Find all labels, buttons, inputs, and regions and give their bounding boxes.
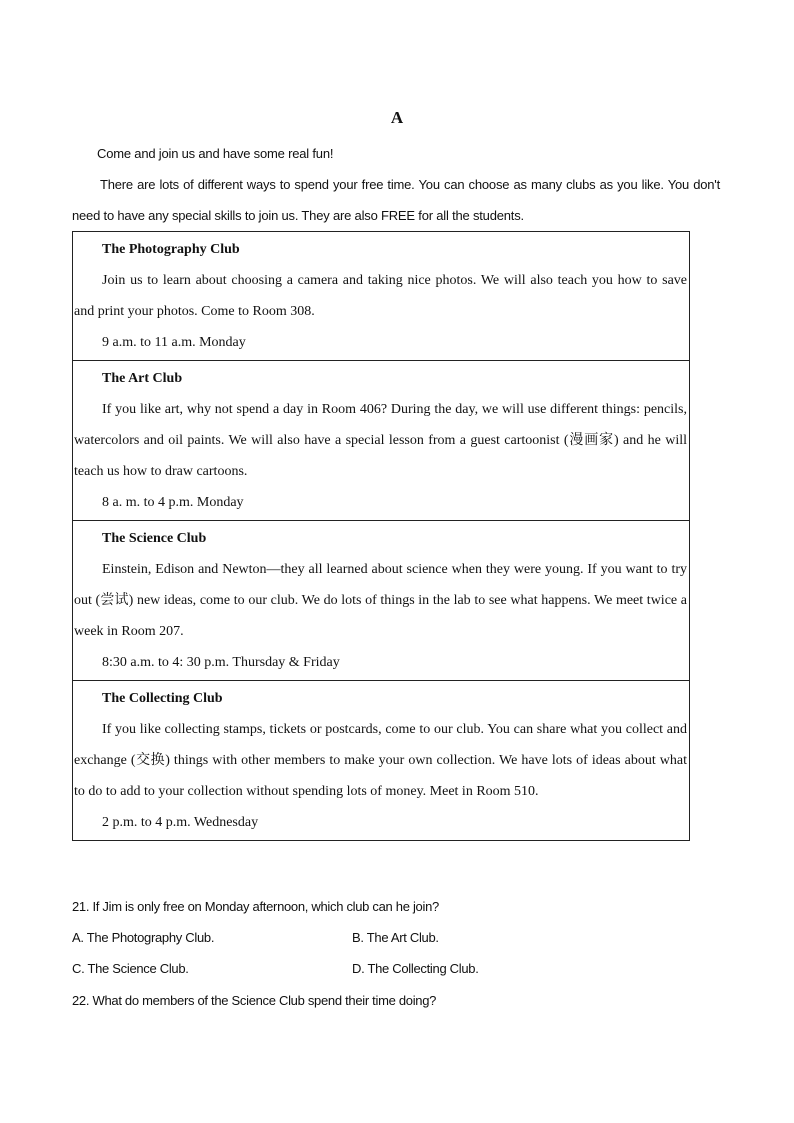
option-a: A. The Photography Club. bbox=[72, 930, 215, 945]
club-row-collecting bbox=[73, 681, 690, 841]
club-description: If you like collecting stamps, tickets or postcards, come to our club. You can share what you collect and exchange (交换) things with other members to make your own collection. We have lots of ideas about what to do to add to your collection without spending lots of money. Meet in Room 510. bbox=[74, 722, 687, 799]
club-name: The Collecting Club bbox=[102, 691, 223, 706]
clubs-table bbox=[72, 231, 690, 841]
club-row-art bbox=[73, 361, 690, 521]
club-row-photography bbox=[73, 232, 690, 361]
club-time: 8 a. m. to 4 p.m. Monday bbox=[102, 495, 244, 510]
club-time: 9 a.m. to 11 a.m. Monday bbox=[102, 335, 246, 350]
question-22: 22. What do members of the Science Club spend their time doing? bbox=[72, 993, 437, 1008]
club-time: 8:30 a.m. to 4: 30 p.m. Thursday & Friday bbox=[102, 655, 340, 670]
club-time: 2 p.m. to 4 p.m. Wednesday bbox=[102, 815, 259, 830]
club-name: The Art Club bbox=[102, 371, 183, 386]
club-description: Einstein, Edison and Newton—they all learned about science when they were young. If you want to try out (尝试) new ideas, come to our club. We do lots of things in the lab to see what happens. We meet twice a week in Room 207. bbox=[74, 562, 687, 639]
club-name: The Science Club bbox=[102, 531, 207, 546]
option-c: C. The Science Club. bbox=[72, 961, 189, 976]
question-21: 21. If Jim is only free on Monday afternoon, which club can he join? bbox=[72, 899, 439, 914]
club-description: Join us to learn about choosing a camera and taking nice photos. We will also teach you how to save and print your photos. Come to Room 308. bbox=[74, 273, 687, 319]
option-d: D. The Collecting Club. bbox=[352, 961, 479, 976]
intro-paragraph: There are lots of different ways to spend your free time. You can choose as many clubs as you like. You don't need to have any special skills to join us. They are also FREE for all the students. bbox=[72, 177, 720, 223]
club-name: The Photography Club bbox=[102, 242, 240, 257]
option-b: B. The Art Club. bbox=[352, 930, 439, 945]
passage-title: A bbox=[390, 108, 404, 127]
club-row-science bbox=[73, 521, 690, 681]
club-description: If you like art, why not spend a day in Room 406? During the day, we will use different things: pencils, watercolors and oil paints. We will also have a special lesson from a guest cartoonist (漫画家) and he will teach us how to draw cartoons. bbox=[74, 402, 687, 479]
intro-line: Come and join us and have some real fun! bbox=[97, 146, 334, 161]
